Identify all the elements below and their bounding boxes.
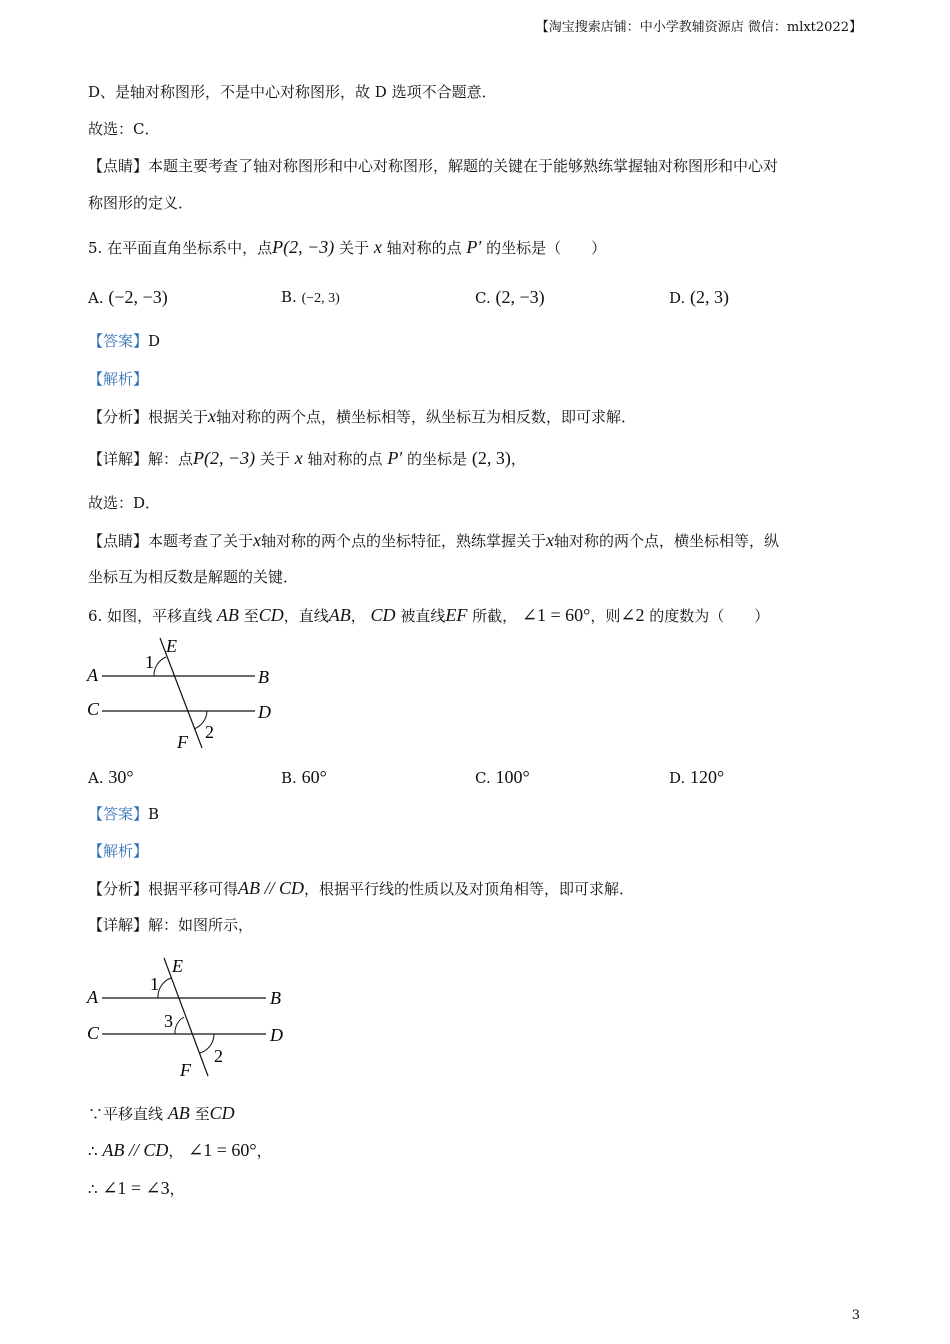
q5-detail-result: (2, 3) [471,448,511,468]
q5-analysis-label: 【解析】 [88,370,149,388]
q6-cd: CD [209,1103,235,1123]
q6-angle2: ∠2 [620,605,645,625]
q4-comment-line2: 称图形的定义． [88,194,194,212]
q6-option-letter: D. [669,769,686,787]
q5-choice: 故选：D． [88,494,161,512]
q6-option-value: 100° [495,767,530,787]
q5-analysis-b: 轴对称的两个点，横坐标相等，纵坐标互为相反数，即可求解． [216,408,637,426]
q5-option-letter: C. [475,289,491,307]
q6-number: 6. [88,607,103,625]
q5-option-value: (−2, 3) [301,291,340,306]
label-d: D [270,1025,283,1045]
q6-parallel: AB // CD [102,1140,169,1160]
label-a: A [87,987,98,1007]
q5-detail-b: 关于 [259,450,290,468]
q5-analysis-a: 【分析】根据关于 [88,408,209,426]
q6-step2-end: ， [256,1142,272,1160]
q6-detail: 【详解】解：如图所示， [88,916,254,934]
q6-option-value: 60° [301,767,327,787]
answer-label: 【答案】 [88,805,149,823]
q6-ab: AB [167,1103,190,1123]
q5-comment-c: 轴对称的两个点，横坐标相等，纵 [554,532,780,550]
q5-option-value: (2, −3) [495,287,545,307]
q6-analysis-label: 【解析】 [88,842,149,860]
answer-value: D [148,332,161,350]
q5-point-p: P(2, −3) [193,448,256,468]
q5-comment-line2: 坐标互为相反数是解题的关键． [88,568,299,586]
q6-step2-sep: ， [168,1142,184,1160]
q6-analysis [88,877,634,900]
q4-option-d-text: D、是轴对称图形，不是中心对称图形，故 D 选项不合题意． [88,83,497,101]
q5-comment-a: 【点睛】本题考查了关于 [88,532,254,550]
q6-step-3 [88,1177,185,1200]
q6-option-a [88,766,134,789]
q5-stem [88,236,606,259]
label-b: B [258,667,269,687]
q5-option-value: (−2, −3) [108,287,168,307]
q4-choice: 故选：C． [88,120,160,138]
q6-analysis-b: ，根据平行线的性质以及对顶角相等，即可求解． [304,880,635,898]
page-header: 【淘宝搜索店铺：中小学教辅资源店 微信：mlxt2022】 [535,20,862,35]
q5-point-p-prime: P′ [387,448,403,468]
q6-text-c: ，直线 [283,607,329,625]
label-d: D [258,702,271,722]
label-angle-3: 3 [164,1011,173,1031]
q6-stem [88,604,769,627]
q6-step1-b: 至 [194,1105,210,1123]
q6-answer [88,803,159,825]
q5-number: 5. [88,239,103,257]
q5-comment-line1 [88,529,779,552]
label-c: C [87,699,100,719]
angle-1-arc [158,978,171,998]
q6-text-f: 所截， [472,607,518,625]
q5-text-a: 在平面直角坐标系中，点 [107,239,273,257]
q6-ef: EF [445,605,468,625]
q6-step3-end: ， [169,1180,185,1198]
q6-option-letter: C. [475,769,491,787]
q5-text-b: 关于 [339,239,370,257]
q6-figure-2 [80,948,300,1083]
angle-1-arc [154,657,166,676]
q6-option-b [281,766,327,789]
therefore-symbol: ∴ [88,1142,98,1160]
label-f: F [177,732,188,752]
q6-option-letter: A. [88,769,104,787]
label-e: E [172,956,183,976]
answer-label: 【答案】 [88,332,149,350]
q6-text-h: 的度数为（ ） [649,607,770,625]
q5-detail [88,447,526,470]
q6-text-d: ， [350,607,366,625]
q6-text-e: 被直线 [400,607,446,625]
q6-option-letter: B. [281,769,297,787]
therefore-symbol: ∴ [88,1180,98,1198]
q6-text-g: ，则 [590,607,621,625]
q6-text-b: 至 [243,607,259,625]
q6-text-a: 如图，平移直线 [107,607,213,625]
q6-angle1: ∠1 = 60° [521,605,591,625]
angle-3-arc [175,1017,184,1034]
q6-angle1: ∠1 = 60° [188,1140,257,1160]
label-e: E [166,636,177,656]
page-number: 3 [851,1308,860,1323]
q5-x-var: x [294,448,303,468]
label-f: F [180,1060,191,1080]
label-angle-1: 1 [145,652,154,672]
q5-text-c: 轴对称的点 [386,239,462,257]
q5-comment-b: 轴对称的两个点的坐标特征，熟练掌握关于 [261,532,547,550]
q5-option-c [475,286,545,309]
q5-detail-c: 轴对称的点 [307,450,383,468]
label-angle-2: 2 [205,722,214,742]
q6-option-d [669,766,724,789]
q6-option-value: 120° [690,767,725,787]
label-b: B [270,988,281,1008]
q6-analysis-a: 【分析】根据平移可得 [88,880,239,898]
q5-option-letter: B. [281,288,297,306]
q6-cd: CD [258,605,284,625]
q5-option-value: (2, 3) [690,287,730,307]
q5-text-d: 的坐标是（ ） [486,239,607,257]
q5-point-p-prime: P′ [466,237,482,257]
q6-step-1 [88,1102,235,1125]
label-angle-1: 1 [150,974,159,994]
q6-ab: AB [328,605,351,625]
answer-value: B [148,805,160,823]
q4-comment-line1: 【点睛】本题主要考查了轴对称图形和中心对称图形，解题的关键在于能够熟练掌握轴对称图形和中心对 [88,157,779,175]
angle-2-arc [200,1034,214,1053]
q6-cd: CD [370,605,396,625]
q5-analysis [88,405,636,428]
q5-detail-d: 的坐标是 [407,450,468,468]
q5-option-b [281,286,340,310]
q5-x-var: x [373,237,382,257]
q5-option-a [88,286,168,309]
q6-option-c [475,766,530,789]
label-a: A [87,665,98,685]
q5-detail-end: ， [510,450,526,468]
q6-option-value: 30° [108,767,134,787]
q6-figure-1 [80,630,290,760]
q6-parallel: AB // CD [238,878,305,898]
q6-step1-a: 平移直线 [103,1105,164,1123]
because-symbol: ∵ [88,1105,104,1123]
q6-step-2 [88,1139,272,1162]
q6-step3-eq: ∠1 = ∠3 [102,1178,170,1198]
q5-answer [88,330,160,352]
q5-option-d [669,286,729,309]
q5-x-var: x [253,530,262,550]
q5-detail-a: 【详解】解：点 [88,450,194,468]
q6-ab: AB [216,605,239,625]
q5-option-letter: A. [88,289,104,307]
q5-option-letter: D. [669,289,686,307]
q5-x-var: x [546,530,555,550]
label-angle-2: 2 [214,1046,223,1066]
q5-x-var: x [208,406,217,426]
q5-point-p: P(2, −3) [272,237,335,257]
label-c: C [87,1023,100,1043]
